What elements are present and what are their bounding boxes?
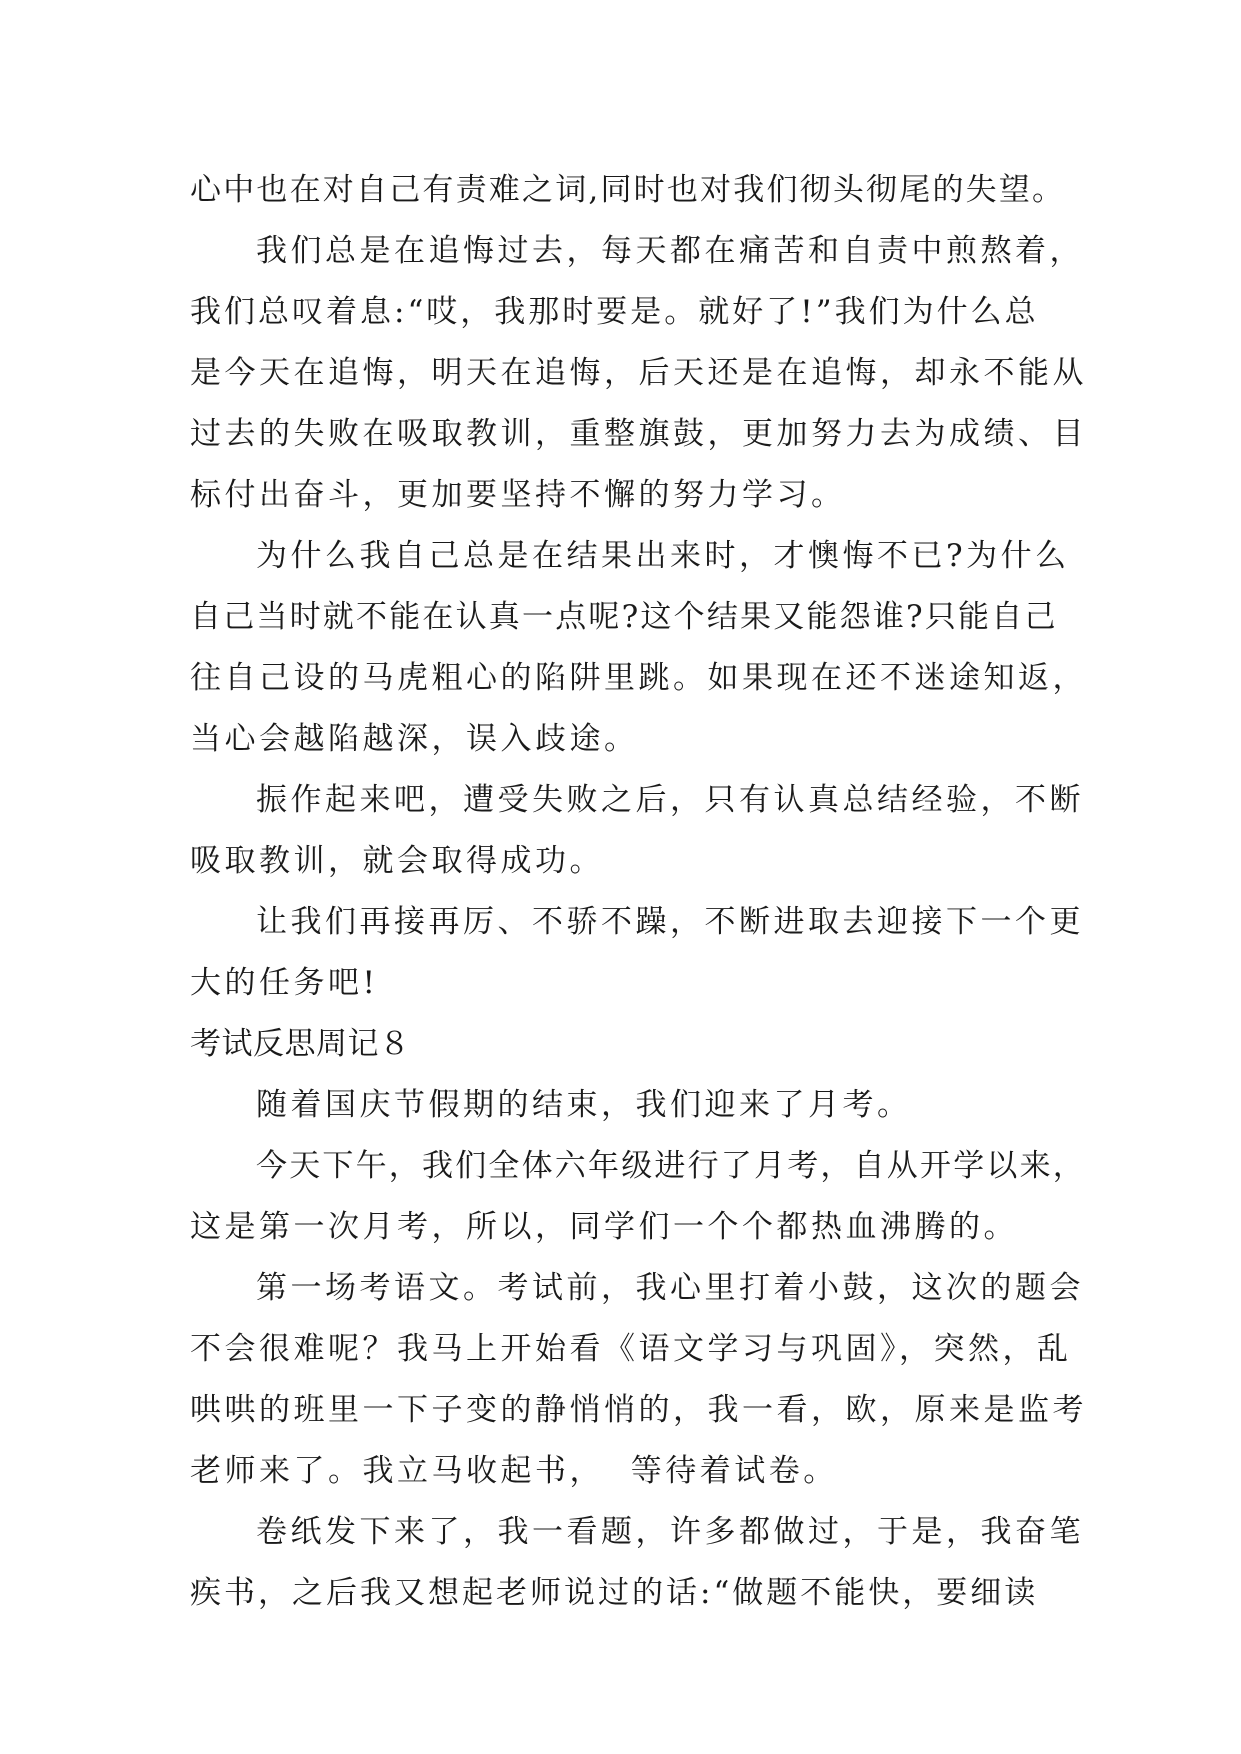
text-line: 标付出奋斗，更加要坚持不懈的努力学习。 xyxy=(190,477,846,513)
text-line: 为什么我自己总是在结果出来时，才懊悔不已?为什么 xyxy=(256,538,1070,574)
text-line: 今天下午，我们全体六年级进行了月考，自从开学以来， xyxy=(256,1148,1086,1184)
text-line: 第一场考语文。考试前，我心里打着小鼓，这次的题会 xyxy=(256,1270,1084,1306)
text-line: 哄哄的班里一下子变的静悄悄的，我一看，欧，原来是监考 xyxy=(190,1392,1087,1428)
text-line: 往自己设的马虎粗心的陷阱里跳。如果现在还不迷途知返， xyxy=(190,660,1087,696)
text-line: 这是第一次月考，所以，同学们一个个都热血沸腾的。 xyxy=(190,1209,1018,1245)
text-line: 老师来了。我立马收起书， 等待着试卷。 xyxy=(190,1453,838,1489)
text-line: 过去的失败在吸取教训，重整旗鼓，更加努力去为成绩、目 xyxy=(190,416,1087,452)
text-line: 我们总是在追悔过去，每天都在痛苦和自责中煎熬着， xyxy=(256,233,1084,269)
text-line: 自己当时就不能在认真一点呢?这个结果又能怨谁?只能自己 xyxy=(190,599,1058,635)
text-line: 吸取教训，就会取得成功。 xyxy=(190,843,604,879)
text-line: 不会很难呢？我马上开始看《语文学习与巩固》，突然，乱 xyxy=(190,1331,1072,1367)
text-line: 卷纸发下来了，我一看题，许多都做过，于是，我奋笔 xyxy=(256,1514,1084,1550)
text-line: 心中也在对自己有责难之词,同时也对我们彻头彻尾的失望。 xyxy=(190,172,1066,208)
text-line: 让我们再接再厉、不骄不躁，不断进取去迎接下一个更 xyxy=(256,904,1084,940)
text-line: 我们总叹着息:“哎，我那时要是。就好了!”我们为什么总 xyxy=(190,294,1039,330)
text-line: 随着国庆节假期的结束，我们迎来了月考。 xyxy=(256,1087,912,1123)
text-line: 疾书，之后我又想起老师说过的话:“做题不能快，要细读 xyxy=(190,1575,1039,1611)
text-line: 是今天在追悔，明天在追悔，后天还是在追悔，却永不能从 xyxy=(190,355,1087,391)
text-line: 振作起来吧，遭受失败之后，只有认真总结经验，不断 xyxy=(256,782,1084,818)
text-line: 当心会越陷越深，误入歧途。 xyxy=(190,721,639,757)
text-line: 大的任务吧! xyxy=(190,965,379,1001)
document-page xyxy=(190,160,1087,1624)
section-heading: 考试反思周记８ xyxy=(190,1026,411,1062)
